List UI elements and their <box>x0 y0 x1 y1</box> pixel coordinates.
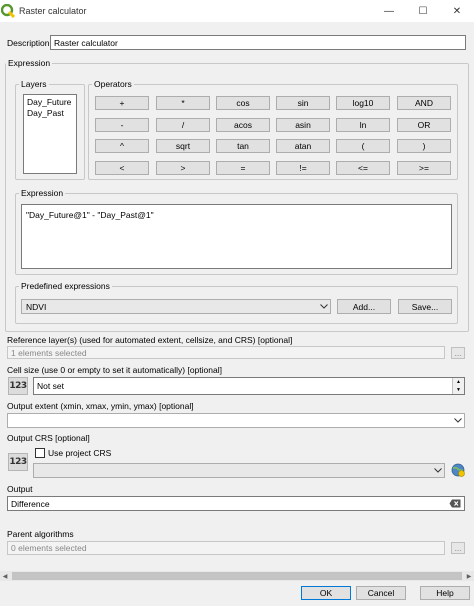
cell-size-value: Not set <box>37 381 64 391</box>
operator-button[interactable]: > <box>156 161 210 175</box>
cell-size-label: Cell size (use 0 or empty to set it automatically) [optional] <box>7 365 222 375</box>
operator-button[interactable]: sqrt <box>156 139 210 153</box>
spin-down-icon[interactable]: ▼ <box>456 387 461 393</box>
crs-globe-icon[interactable] <box>450 462 466 478</box>
add-expression-button[interactable]: Add... <box>337 299 391 314</box>
reference-layers-browse-button[interactable]: ... <box>451 347 465 359</box>
clear-text-icon[interactable] <box>449 499 461 508</box>
output-extent-select[interactable] <box>7 413 465 428</box>
output-label: Output <box>7 484 33 494</box>
predefined-select[interactable] <box>21 299 331 314</box>
numeric-expression-icon[interactable]: 123 <box>8 453 28 471</box>
ok-button[interactable]: OK <box>301 586 351 600</box>
layers-list[interactable] <box>23 94 77 174</box>
operator-button[interactable]: >= <box>397 161 451 175</box>
cell-size-input[interactable] <box>33 377 465 395</box>
description-field[interactable] <box>50 35 466 50</box>
operator-button[interactable]: log10 <box>336 96 390 110</box>
expression-value: "Day_Future@1" - "Day_Past@1" <box>26 210 154 220</box>
chevron-down-icon <box>432 468 444 473</box>
list-item[interactable]: Day_Future <box>27 97 72 107</box>
operator-button[interactable]: / <box>156 118 210 132</box>
cancel-button[interactable]: Cancel <box>356 586 406 600</box>
maximize-icon[interactable]: ☐ <box>418 5 428 17</box>
save-expression-button[interactable]: Save... <box>398 299 452 314</box>
operators-group-title: Operators <box>94 79 132 89</box>
reference-layers-label: Reference layer(s) (used for automated extent, cellsize, and CRS) [optional] <box>7 335 293 345</box>
operator-button[interactable]: asin <box>276 118 330 132</box>
operator-button[interactable]: cos <box>216 96 270 110</box>
operator-button[interactable]: acos <box>216 118 270 132</box>
numeric-expression-icon[interactable]: 123 <box>8 377 28 395</box>
layers-group-title: Layers <box>21 79 47 89</box>
scroll-left-icon[interactable]: ◀ <box>2 573 8 580</box>
description-label: Description <box>7 38 50 48</box>
reference-layers-value: 1 elements selected <box>11 347 87 358</box>
predefined-group-title: Predefined expressions <box>21 281 110 291</box>
operator-button[interactable]: ^ <box>95 139 149 153</box>
chevron-down-icon <box>452 418 464 423</box>
parent-algorithms-label: Parent algorithms <box>7 529 74 539</box>
use-project-crs-checkbox[interactable] <box>35 448 45 458</box>
output-extent-label: Output extent (xmin, xmax, ymin, ymax) [optional] <box>7 401 194 411</box>
spin-up-icon[interactable]: ▲ <box>456 379 461 385</box>
help-button[interactable]: Help <box>420 586 470 600</box>
expression-section-title: Expression <box>8 58 51 68</box>
cell-size-spinner[interactable] <box>452 378 464 394</box>
operator-button[interactable]: <= <box>336 161 390 175</box>
window-controls <box>372 0 474 22</box>
operator-button[interactable]: + <box>95 96 149 110</box>
expression-text-title: Expression <box>21 188 64 198</box>
output-crs-select[interactable] <box>33 463 445 478</box>
operator-button[interactable]: - <box>95 118 149 132</box>
predefined-value: NDVI <box>26 301 47 312</box>
operator-button[interactable]: OR <box>397 118 451 132</box>
operator-button[interactable]: atan <box>276 139 330 153</box>
operator-button[interactable]: ln <box>336 118 390 132</box>
parent-algorithms-value: 0 elements selected <box>11 543 87 553</box>
operator-button[interactable]: ( <box>336 139 390 153</box>
close-icon[interactable]: ✕ <box>452 5 462 17</box>
expression-editor[interactable] <box>21 204 452 269</box>
use-project-crs-label: Use project CRS <box>48 448 112 458</box>
list-item[interactable]: Day_Past <box>27 108 64 118</box>
qgis-logo-icon <box>1 4 15 18</box>
operator-button[interactable]: AND <box>397 96 451 110</box>
operator-button[interactable]: sin <box>276 96 330 110</box>
chevron-down-icon <box>318 304 330 309</box>
reference-layers-field <box>7 346 445 359</box>
parent-algorithms-browse-button[interactable]: ... <box>451 542 465 554</box>
output-value: Difference <box>11 498 50 509</box>
horizontal-scrollbar[interactable] <box>0 571 474 581</box>
output-file-field[interactable] <box>7 496 465 511</box>
operator-button[interactable]: = <box>216 161 270 175</box>
operator-button[interactable]: tan <box>216 139 270 153</box>
operator-button[interactable]: ) <box>397 139 451 153</box>
operator-button[interactable]: != <box>276 161 330 175</box>
description-value: Raster calculator <box>54 37 118 48</box>
scroll-right-icon[interactable]: ▶ <box>466 573 472 580</box>
window-title: Raster calculator <box>19 6 87 16</box>
title-bar <box>0 0 474 22</box>
output-crs-label: Output CRS [optional] <box>7 433 90 443</box>
operator-button[interactable]: * <box>156 96 210 110</box>
operator-button[interactable]: < <box>95 161 149 175</box>
minimize-icon[interactable]: — <box>384 5 394 17</box>
scrollbar-thumb[interactable] <box>12 572 462 580</box>
parent-algorithms-field <box>7 541 445 555</box>
